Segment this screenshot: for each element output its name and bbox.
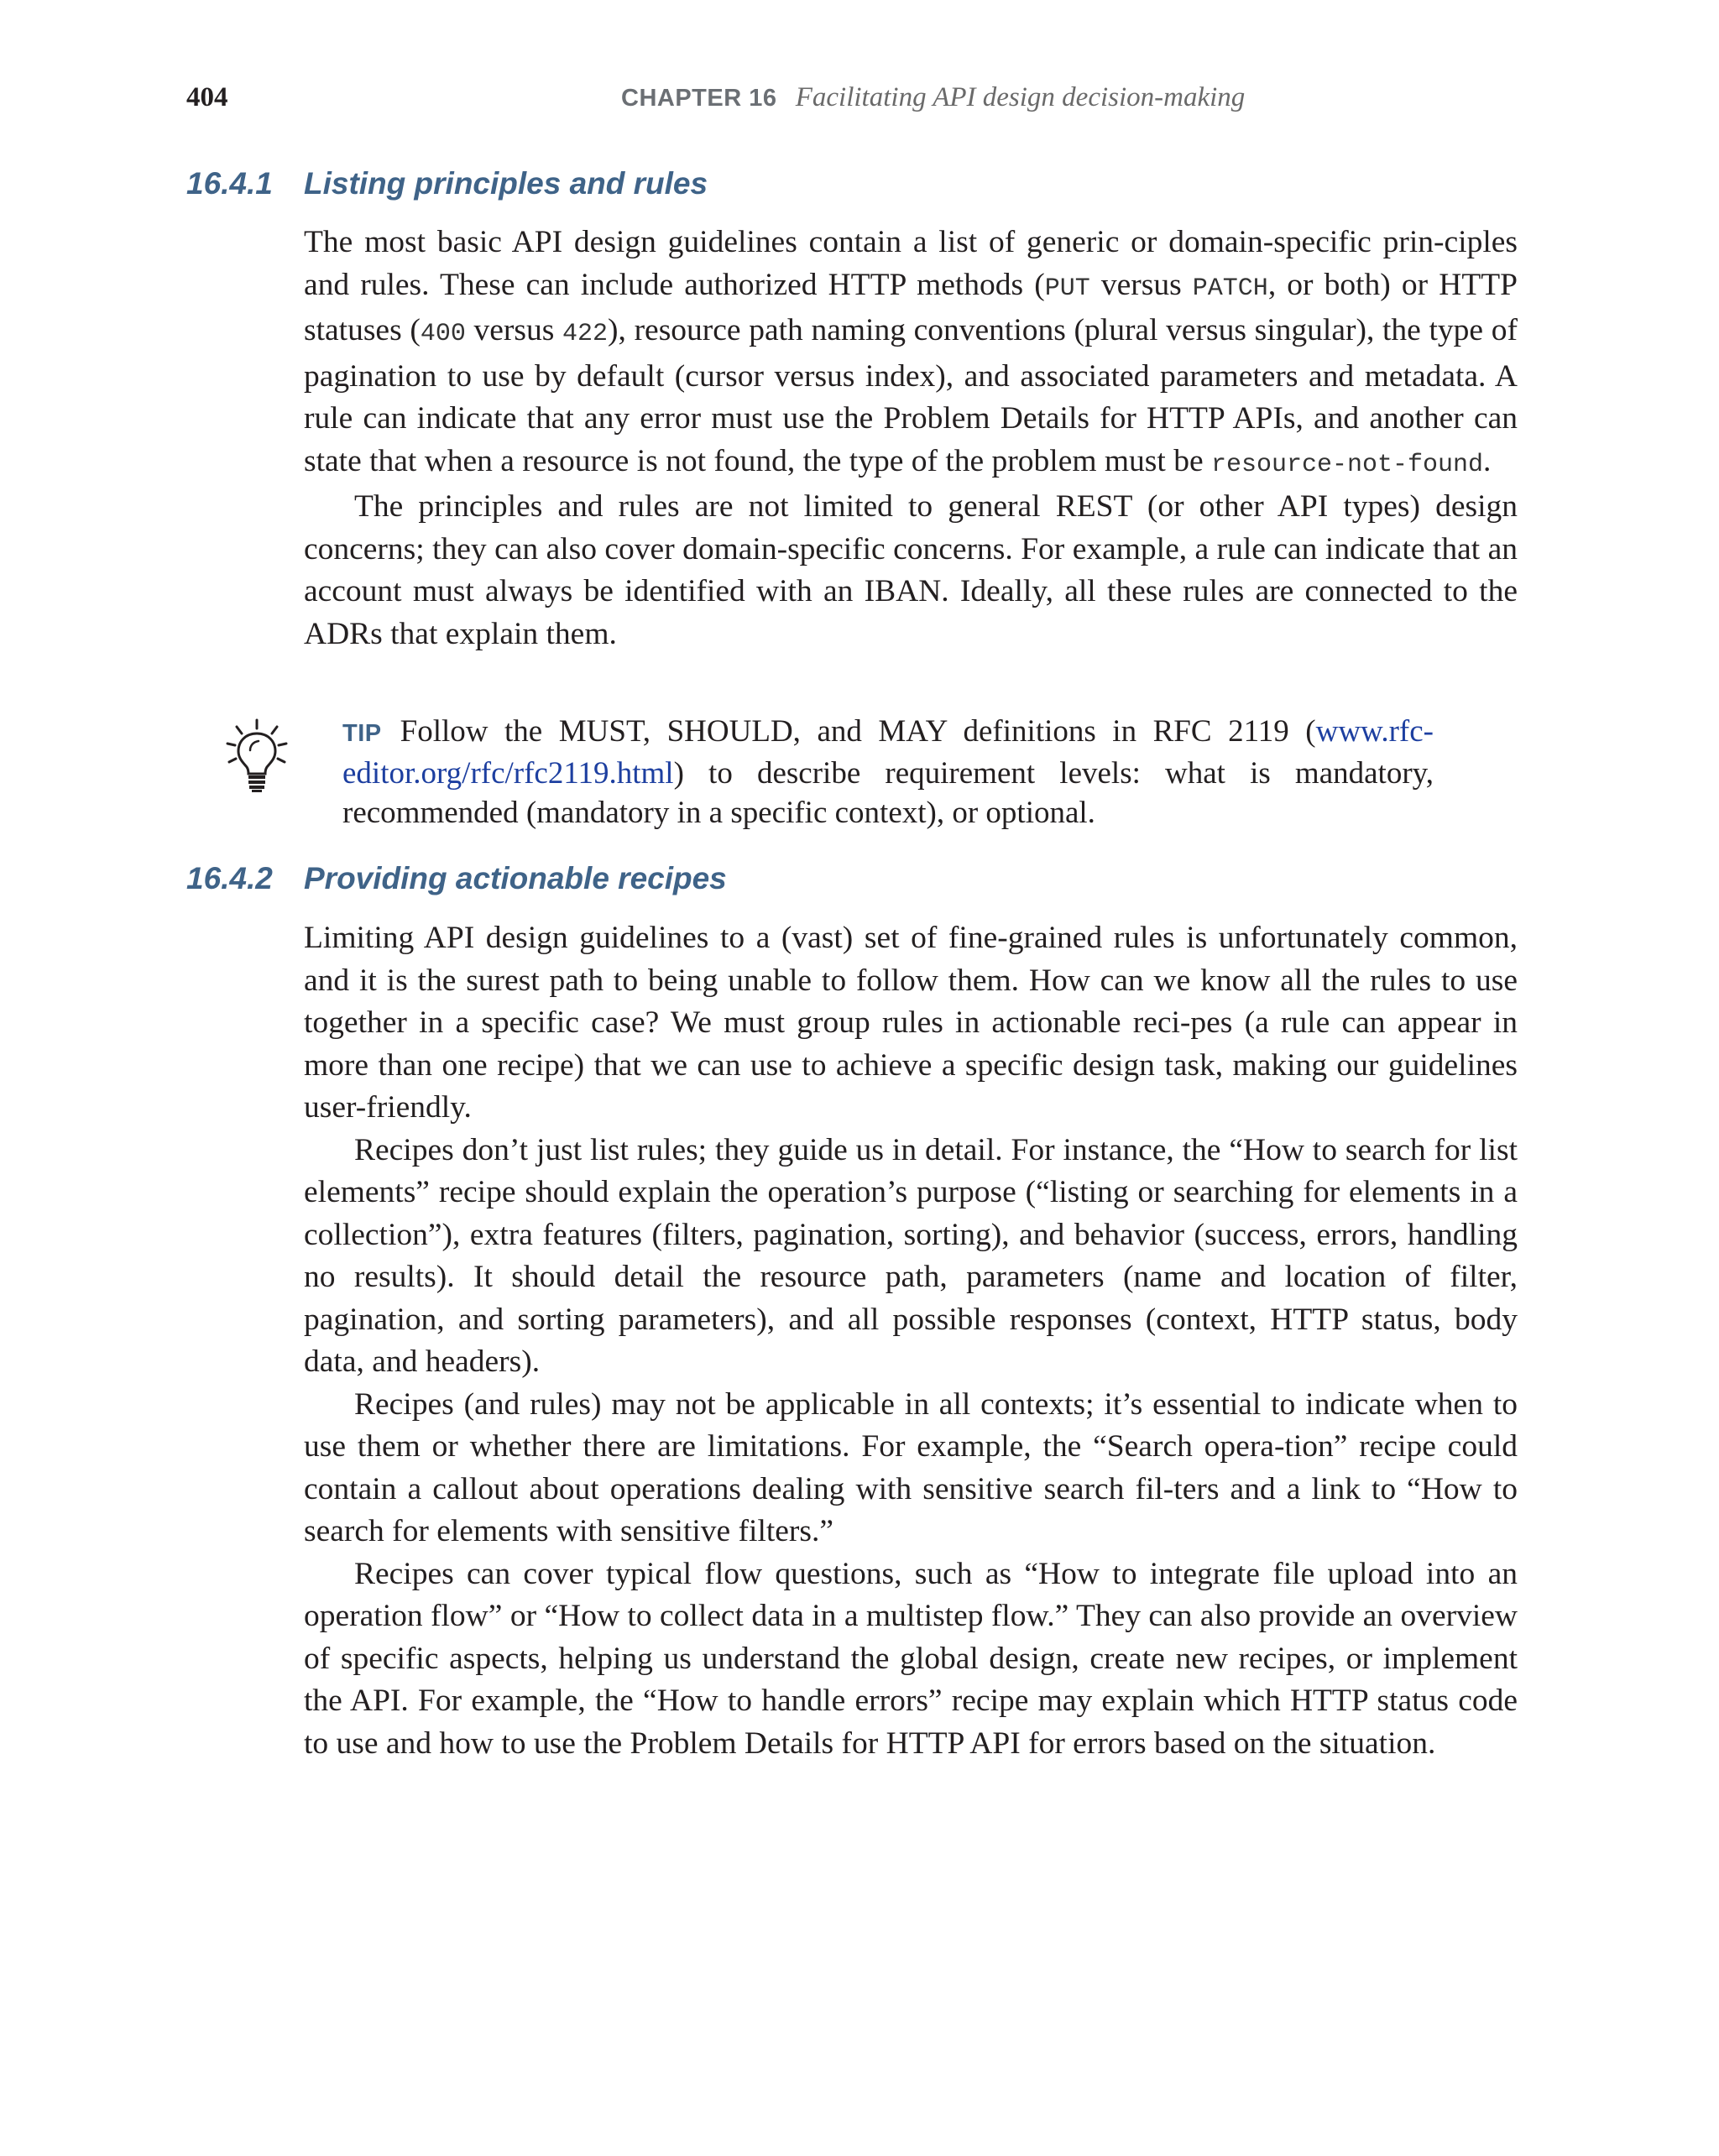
paragraph: Recipes (and rules) may not be applicable in all contexts; it’s essential to indicate when to use them or whether there are limitations. For example, the “Search opera-tion” recipe could contain a callout about operations dealing with sensitive search fil-ters and a link to “How to search for elements with sensitive filters.” [304, 1386, 1518, 1548]
inline-code: PUT [1044, 274, 1090, 303]
section-number: 16.4.2 [186, 861, 273, 895]
chapter-title: Facilitating API design decision-making [795, 82, 1246, 112]
tip-text: Follow the MUST, SHOULD, and MAY definitions in RFC 2119 ( [400, 714, 1316, 749]
paragraph-text: versus [465, 313, 563, 347]
paragraph: Limiting API design guidelines to a (vast) set of fine-grained rules is unfortunately common, and it is the surest path to being unable to follow them. How can we know all the rules to use together in a specific case? We must group rules in actionable reci-pes (a rule can appear in more than one recipe) that we can use to achieve a specific design task, making our guidelines user-friendly. [304, 921, 1518, 1125]
paragraph-text: . [1483, 443, 1492, 478]
running-head [621, 82, 1245, 113]
section-title: Listing principles and rules [304, 166, 708, 201]
section-title: Providing actionable recipes [304, 861, 727, 895]
inline-code: 422 [562, 320, 609, 348]
chapter-label: CHAPTER 16 [621, 85, 777, 112]
paragraph-text: , or both) or HTTP statuses ( [304, 267, 1518, 347]
section-heading-16-4-1 [186, 166, 708, 201]
section-number: 16.4.1 [186, 166, 273, 201]
section-2-body [304, 917, 1518, 1765]
paragraph-text: The most basic API design guidelines contain a list of generic or domain-specific prin-ciples and rules. These can include authorized HTTP methods ( [304, 225, 1518, 302]
rfc-link[interactable]: www.rfc-editor.org/rfc/rfc2119.html [342, 714, 1434, 791]
tip-label: TIP [342, 720, 382, 747]
paragraph: Recipes can cover typical flow questions, such as “How to integrate file upload into an operation flow” or “How to collect data in a multistep flow.” They can also provide an overview of specific aspects, helping us understand the global design, create new recipes, or implement the API. For example, the “How to handle errors” recipe may explain which HTTP status code to use and how to use the Problem Details for HTTP API for errors based on the situation. [304, 1556, 1518, 1761]
inline-code: resource-not-found [1210, 450, 1484, 479]
paragraph: Recipes don’t just list rules; they guide us in detail. For instance, the “How to search for list elements” recipe should explain the operation’s purpose (“listing or searching for elements in a collection”), extra features (filters, pagination, sorting), and behavior (success, errors, handling no results). It should detail the resource path, parameters (name and location of filter, pagination, and sorting parameters), and all possible responses (context, HTTP status, body data, and headers). [304, 1132, 1518, 1379]
section-1-body [304, 222, 1518, 655]
paragraph: The principles and rules are not limited to general REST (or other API types) design concerns; they can also cover domain-specific concerns. For example, a rule can indicate that an account must always be identified with an IBAN. Ideally, all these rules are connected to the ADRs that explain them. [304, 489, 1518, 651]
inline-code: PATCH [1192, 274, 1268, 303]
tip-callout [342, 712, 1434, 833]
lightbulb-icon [225, 718, 289, 794]
inline-code: 400 [420, 320, 466, 348]
page-number: 404 [186, 82, 228, 112]
paragraph-text: versus [1089, 267, 1193, 302]
section-heading-16-4-2 [186, 861, 727, 896]
tip-text: ) to describe requirement levels: what is mandatory, recommended (mandatory in a specific context), or optional. [342, 756, 1434, 830]
paragraph [304, 222, 1518, 486]
paragraph-text: ), resource path naming conventions (plural versus singular), the type of pagination to use by default (cursor versus index), and associated parameters and metadata. A rule can indicate that any error must use the Problem Details for HTTP APIs, and another can state that when a resource is not found, the type of the problem must be [304, 313, 1518, 478]
